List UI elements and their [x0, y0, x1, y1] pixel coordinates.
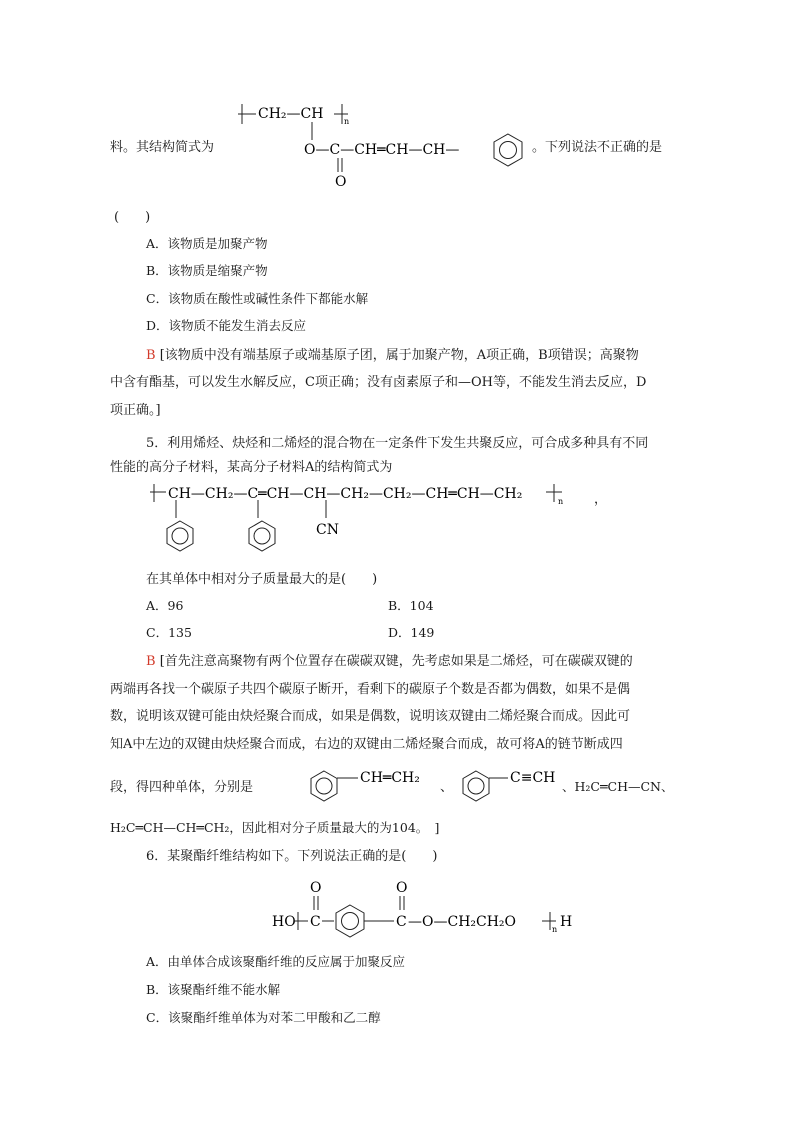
benzene-icon — [494, 134, 522, 166]
benzene-icon — [311, 771, 337, 801]
q4-structure-n: n — [344, 117, 350, 126]
q4-answer-letter: B — [146, 348, 156, 363]
q5-explanation-text1: [首先注意高聚物有两个位置存在碳碳双键，先考虑如果是二烯烃，可在碳碳双键的 — [159, 654, 633, 669]
q5-answer-letter: B — [146, 654, 156, 669]
q5-explanation-line3: 数，说明该双键可能由炔烃聚合而成，如果是偶数，说明该双键由二烯烃聚合而成。因此可 — [110, 709, 631, 724]
q5-line2: 性能的高分子材料，某高分子材料A的结构简式为 — [110, 460, 393, 475]
q4-structure-top: CH₂—CH — [258, 106, 324, 122]
svg-text:n: n — [558, 497, 564, 506]
svg-text:O: O — [396, 880, 408, 896]
q4-explanation-line1 — [146, 344, 639, 363]
benzene-icon — [249, 521, 275, 551]
q5-monomer-phenylacetylene — [458, 760, 568, 810]
q4-option-d: D．该物质不能发生消去反应 — [146, 318, 307, 333]
q5-structure-chain: CH—CH₂—C═CH—CH—CH₂—CH₂—CH═CH—CH₂ — [168, 486, 523, 502]
q5-monomer2-text: C≡CH — [510, 770, 556, 786]
q5-structure — [150, 478, 630, 558]
q5-line1: 5．利用烯烃、炔烃和二烯烃的混合物在一定条件下发生共聚反应，可合成多种具有不同 — [146, 436, 649, 451]
q6-option-b: B．该聚酯纤维不能水解 — [146, 982, 281, 997]
q6-option-a: A．由单体合成该聚酯纤维的反应属于加聚反应 — [146, 954, 406, 969]
q6-structure-h: H — [560, 914, 573, 930]
q5-explanation-line2: 两端再各找一个碳原子共四个碳原子断开，看剩下的碳原子个数是否都为偶数，如果不是偶 — [110, 682, 631, 697]
benzene-icon — [336, 905, 364, 937]
q6-question: 6．某聚酯纤维结构如下。下列说法正确的是( ) — [146, 849, 438, 864]
q5-explanation-line1 — [146, 650, 633, 669]
q4-structure-oxygen: O — [335, 174, 347, 188]
q5-explanation-line6: H₂C═CH—CH═CH₂，因此相对分子质量最大的为104。 ] — [110, 820, 440, 835]
q4-explanation-line2: 中含有酯基，可以发生水解反应，C项正确；没有卤素原子和—OH等，不能发生消去反应，D — [110, 375, 647, 390]
q5-option-b: B．104 — [388, 598, 434, 613]
q4-option-c: C．该物质在酸性或碱性条件下都能水解 — [146, 291, 369, 306]
q5-monomer-styrene — [306, 760, 456, 810]
q5-option-c: C．135 — [146, 625, 192, 640]
q5-sep1: 、 — [440, 780, 454, 795]
q5-explanation-line4: 知A中左边的双键由炔烃聚合而成，右边的双键由二烯烃聚合而成，故可将A的链节断成四 — [110, 737, 623, 752]
q4-explanation-text1: [该物质中没有端基原子或端基原子团，属于加聚产物，A项正确，B项错误；高聚物 — [159, 348, 639, 363]
q5-question: 在其单体中相对分子质量最大的是( ) — [146, 572, 378, 587]
q5-monomer3: 、H₂C═CH—CN、 — [562, 779, 674, 794]
q4-structure-bottom: O—C—CH═CH—CH— — [304, 142, 460, 158]
q6-structure-chain: —O—CH₂CH₂O — [408, 914, 517, 930]
q5-monomer1-text: CH═CH₂ — [360, 770, 420, 786]
q4-option-a: A．该物质是加聚产物 — [146, 236, 268, 251]
q6-option-c: C．该聚酯纤维单体为对苯二甲酸和乙二醇 — [146, 1010, 381, 1025]
q4-explanation-line3: 项正确。] — [110, 403, 161, 418]
q5-comma: ， — [594, 492, 608, 507]
q6-structure-oxygen: O — [310, 880, 322, 896]
svg-text:C: C — [396, 914, 407, 930]
q4-option-b: B．该物质是缩聚产物 — [146, 263, 268, 278]
svg-text:C: C — [310, 914, 321, 930]
q4-bracket: ( ) — [114, 210, 151, 225]
q4-suffix: 。下列说法不正确的是 — [532, 140, 663, 155]
q6-structure-n: n — [552, 925, 558, 934]
benzene-icon — [167, 521, 193, 551]
q5-structure-cn: CN — [316, 522, 339, 538]
q4-structure — [238, 98, 538, 188]
q4-prefix: 料。其结构简式为 — [110, 140, 215, 155]
q5-explanation-line5: 段，得四种单体，分别是 — [110, 780, 254, 795]
q6-structure-ho: HO — [272, 914, 296, 930]
q6-structure — [272, 878, 582, 948]
q5-option-a: A．96 — [146, 598, 184, 613]
q5-option-d: D．149 — [388, 625, 435, 640]
benzene-icon — [463, 771, 489, 801]
